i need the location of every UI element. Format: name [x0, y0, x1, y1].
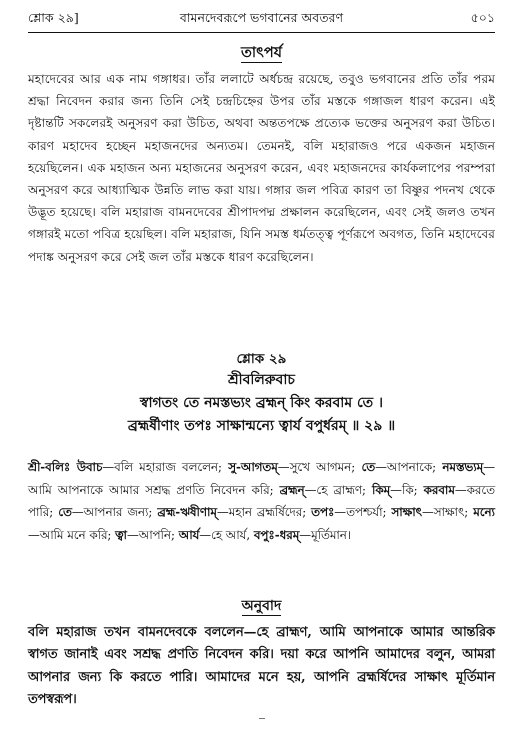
synonym-entry: ত্বা—আপনি;: [115, 527, 179, 542]
synonym-entry: কিম্—কি;: [371, 482, 424, 497]
synonym-entry: মন্যে—আমি মনে করি;: [28, 505, 495, 542]
header-verse-ref: শ্লোক ২৯]: [28, 10, 79, 25]
word-for-word-synonyms: [28, 456, 495, 546]
header-chapter-title: বামনদেবরূপে ভগবানের অবতরণ: [179, 10, 344, 25]
header-page-number: ৫০১: [470, 10, 495, 25]
verse-line-1: স্বাগতং তে নমস্তভ্যং ব্রহ্মন্ কিং করবাম তে ।: [139, 395, 384, 411]
synonym-entry: সাক্ষাৎ—সাক্ষাৎ;: [391, 505, 474, 519]
synonym-entry: তে—আপনার জন্য;: [58, 505, 158, 519]
page-footer-mark: [259, 718, 265, 719]
page-header: [28, 10, 495, 30]
synonym-entry: নমস্তভ্যম্—আমি আপনাকে আমার সশ্রদ্ধ প্রণতি নিবেদন করি;: [28, 460, 495, 497]
synonym-entry: তপঃ—তপশ্চর্যা;: [311, 505, 392, 519]
purport-title: তাৎপর্য: [240, 44, 283, 61]
translation-text: বলি মহারাজ তখন বামনদেবকে বললেন—হে ব্রাহ্মণ, আমি আপনাকে আমার আন্তরিক স্বাগত জানাই এবং সশ্রদ্ধ প্রণতি নিবেদন করি। দয়া করে আপনি আমাদের বলুন, আমরা আপনার জন্য কি করতে পারি। আমাদের মনে হয়, আপনি ব্রহ্মর্ষিদের সাক্ষাৎ মূর্তিমান তপস্বরূপ।: [28, 625, 495, 708]
synonym-entry: ব্রহ্মন্—হে ব্রাহ্মণ;: [279, 482, 372, 497]
synonym-entry: সু-আগতম্—সুখে আগমন;: [228, 460, 362, 474]
verse-number: শ্লোক ২৯: [236, 351, 287, 367]
synonym-entry: করবাম—করতে পারি;: [28, 482, 496, 519]
synonym-entry: বপুঃ-ধরম্—মূর্তিমান।: [253, 527, 352, 542]
verse-speaker: শ্রীবলিরুবাচ: [228, 372, 295, 388]
synonym-entry: ব্রহ্ম-ঋষীণাম্—মহান ব্রহ্মর্ষিদের;: [157, 505, 312, 519]
synonym-entry: আর্য—হে আর্য,: [178, 527, 254, 542]
synonym-entry: তে—আপনাকে;: [361, 460, 443, 474]
purport-text: মহাদেবের আর এক নাম গঙ্গাধর। তাঁর ললাটে অর্ধচন্দ্র রয়েছে, তবুও ভগবানের প্রতি তাঁর পরম শ্রদ্ধা নিবেদন করার জন্য তিনি সেই চন্দ্রচিহ্নের উপর তাঁর মস্তকে গঙ্গাজল ধারণ করেন। এই দৃষ্টান্তটি সকলেরই অনুসরণ করা উচিত, অথবা অন্ততপক্ষে প্রত্যেক ভক্তের অনুসরণ করা উচিত। কারণ মহাদেব হচ্ছেন মহাজনদের অন্যতম। তেমনই, বলি মহারাজও পরে একজন মহাজন হয়েছিলেন। এক মহাজন অন্য মহাজনের অনুসরণ করেন, এবং মহাজনদের কার্যকলাপের পরম্পরা অনুসরণ করে আধ্যাত্মিক উন্নতি লাভ করা যায়। গঙ্গার জল পবিত্র কারণ তা বিষ্ণুর পদনখ থেকে উদ্ভূত হয়েছে। বলি মহারাজ বামনদেবের শ্রীপাদপদ্ম প্রক্ষালন করেছিলেন, এবং সেই জলও তখন গঙ্গারই মতো পবিত্র হয়েছিল। বলি মহারাজ, যিনি সমস্ত ধর্মতত্ত্ব পূর্ণরূপে অবগত, তিনি মহাদেবের পদাঙ্ক অনুসরণ করে সেই জল তাঁর মস্তকে ধারণ করেছিলেন।: [28, 72, 495, 264]
synonym-entry: শ্রী-বলিঃ উবাচ—বলি মহারাজ বললেন;: [28, 460, 229, 474]
header-rule: [28, 32, 495, 33]
verse-line-2: ব্রহ্মর্ষীণাং তপঃ সাক্ষান্মন্যে ত্বার্য বপুর্ধরম্ ॥ ২৯ ॥: [127, 418, 396, 434]
translation-title: অনুবাদ: [241, 598, 282, 614]
translation-heading: [28, 594, 495, 618]
purport-heading: [28, 42, 495, 66]
